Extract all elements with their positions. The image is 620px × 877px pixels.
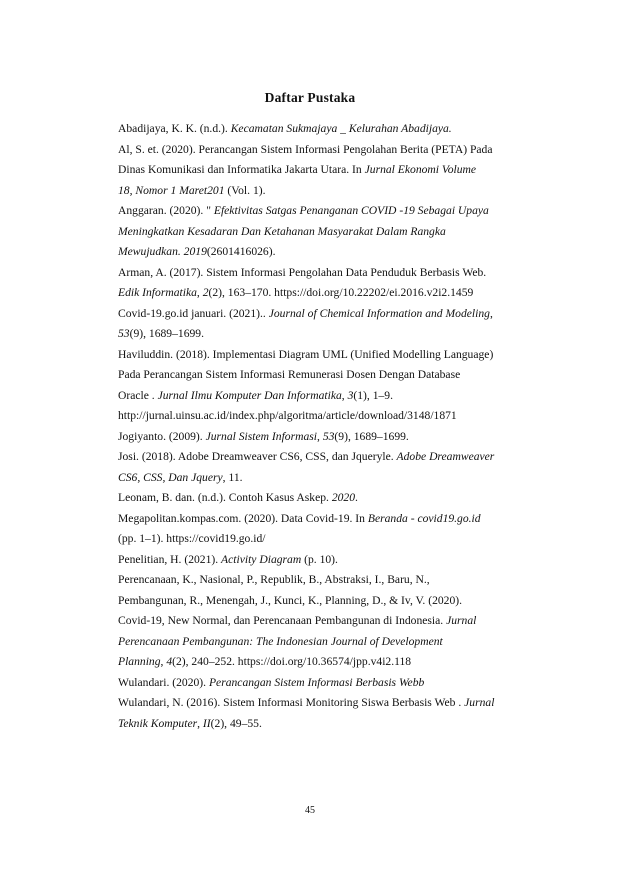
reference-line xyxy=(118,140,538,161)
reference-line xyxy=(118,591,538,612)
text-run: Oracle . xyxy=(118,388,158,402)
reference-line xyxy=(118,406,538,427)
text-run: Pembangunan, R., Menengah, J., Kunci, K., Planning, D., & Iv, V. (2020). xyxy=(118,593,463,607)
text-run: Perencanaan, K., Nasional, P., Republik, B., Abstraksi, I., Baru, N., xyxy=(118,573,430,586)
italic-text: Journal of Chemical Information and Modeling xyxy=(268,306,490,320)
reference-line xyxy=(118,652,538,673)
italic-text: Perencanaan Pembangunan: The Indonesian Journal of Development xyxy=(118,634,443,648)
reference-line xyxy=(118,611,538,632)
text-run: (2601416026). xyxy=(206,245,276,258)
reference-line xyxy=(118,570,538,591)
text-run: , xyxy=(317,429,323,443)
text-run: Covid-19, New Normal, dan Perencanaan Pembangunan di Indonesia. xyxy=(118,614,447,627)
reference-line xyxy=(118,386,538,407)
reference-line xyxy=(118,222,538,243)
reference-line xyxy=(118,160,538,181)
text-run: (Vol. 1). xyxy=(224,183,266,197)
italic-text: Edik Informatika xyxy=(118,286,197,299)
reference-entry xyxy=(118,673,538,694)
italic-text: Meningkatkan Kesadaran Dan Ketahanan Masyarakat Dalam Rangka xyxy=(118,224,446,238)
reference-line xyxy=(118,693,538,714)
text-run: Covid-19.go.id januari. (2021).. xyxy=(118,306,269,320)
text-run: http://jurnal.uinsu.ac.id/index.php/algoritma/article/download/3148/1871 xyxy=(118,409,457,422)
text-run: (2), 163–170. https://doi.org/10.22202/ei.2016.v2i2.1459 xyxy=(208,286,474,299)
italic-text: Planning xyxy=(118,655,161,668)
reference-entry xyxy=(118,550,538,571)
text-run: (1), 1–9. xyxy=(353,388,393,402)
italic-text: Teknik Komputer xyxy=(118,716,198,730)
italic-text: CS6, CSS, Dan Jquery xyxy=(118,470,223,484)
reference-entry xyxy=(118,488,538,509)
reference-entry xyxy=(118,693,538,734)
italic-text: Jurnal Ekonomi Volume xyxy=(364,163,477,176)
reference-entry xyxy=(118,345,538,427)
reference-entry xyxy=(118,201,538,263)
text-run: , xyxy=(196,286,203,299)
italic-text: Kecamatan Sukmajaya _ Kelurahan Abadijaya. xyxy=(230,122,452,135)
reference-line xyxy=(118,468,538,489)
italic-text: 18, Nomor 1 Maret201 xyxy=(118,183,225,197)
italic-text: 2 xyxy=(202,286,209,299)
text-run: , xyxy=(160,655,167,668)
italic-text: 3 xyxy=(347,388,354,402)
page-number: 45 xyxy=(305,805,315,816)
reference-line xyxy=(118,324,538,345)
text-run: , xyxy=(489,306,493,320)
text-run: Abadijaya, K. K. (n.d.). xyxy=(118,122,231,135)
italic-text: Perancangan Sistem Informasi Berbasis Webb xyxy=(208,675,425,689)
reference-entry xyxy=(118,509,538,550)
italic-text: Beranda - covid19.go.id xyxy=(367,511,481,525)
italic-text: Jurnal xyxy=(446,614,477,627)
text-run: Jogiyanto. (2009). xyxy=(118,429,206,443)
text-run: Wulandari, N. (2016). Sistem Informasi Monitoring Siswa Berbasis Web . xyxy=(118,696,465,709)
text-run: Dinas Komunikasi dan Informatika Jakarta Utara. In xyxy=(118,163,365,176)
italic-text: Adobe Dreamweaver xyxy=(396,450,495,463)
italic-text: 53 xyxy=(118,327,130,340)
text-run: Josi. (2018). Adobe Dreamweaver CS6, CSS, dan Jqueryle. xyxy=(118,450,397,463)
italic-text: Jurnal xyxy=(464,696,495,709)
reference-entry xyxy=(118,427,538,448)
reference-line xyxy=(118,345,538,366)
reference-line xyxy=(118,119,538,140)
text-run: Pada Perancangan Sistem Informasi Remunerasi Dosen Dengan Database xyxy=(118,368,461,381)
reference-line xyxy=(118,242,538,263)
reference-entry xyxy=(118,570,538,673)
reference-line xyxy=(118,509,538,530)
reference-line xyxy=(118,714,538,735)
reference-line xyxy=(118,673,538,694)
reference-entry xyxy=(118,140,538,202)
reference-entry xyxy=(118,304,538,345)
text-run: (2), 240–252. https://doi.org/10.36574/jpp.v4i2.118 xyxy=(172,655,412,668)
reference-entry xyxy=(118,447,538,488)
text-run: (2), 49–55. xyxy=(210,716,262,730)
text-run: (pp. 1–1). https://covid19.go.id/ xyxy=(118,532,266,545)
italic-text: Jurnal Ilmu Komputer Dan Informatika xyxy=(157,388,342,402)
text-run: Arman, A. (2017). Sistem Informasi Pengolahan Data Penduduk Berbasis Web. xyxy=(118,265,487,279)
italic-text: Activity Diagram xyxy=(221,552,302,566)
text-run: Anggaran. (2020). " xyxy=(118,204,214,217)
text-run: Al, S. et. (2020). Perancangan Sistem Informasi Pengolahan Berita (PETA) Pada xyxy=(118,142,493,156)
reference-line xyxy=(118,427,538,448)
reference-line xyxy=(118,550,538,571)
text-run: . xyxy=(355,491,358,504)
text-run: , 11. xyxy=(222,470,243,484)
text-run: (9), 1689–1699. xyxy=(129,327,204,340)
reference-line xyxy=(118,632,538,653)
reference-line xyxy=(118,283,538,304)
italic-text: 53 xyxy=(322,429,335,443)
reference-line xyxy=(118,201,538,222)
text-run: Wulandari. (2020). xyxy=(118,675,209,689)
text-run: Leonam, B. dan. (n.d.). Contoh Kasus Askep. xyxy=(118,491,332,504)
italic-text: Mewujudkan. 2019 xyxy=(118,245,207,258)
text-run: Megapolitan.kompas.com. (2020). Data Covid-19. In xyxy=(118,511,368,525)
text-run: (p. 10). xyxy=(301,552,338,566)
reference-list xyxy=(118,119,538,734)
reference-line xyxy=(118,447,538,468)
reference-line xyxy=(118,181,538,202)
text-run: Haviluddin. (2018). Implementasi Diagram UML (Unified Modelling Language) xyxy=(118,347,494,361)
text-run: Penelitian, H. (2021). xyxy=(118,552,222,566)
reference-line xyxy=(118,488,538,509)
reference-line xyxy=(118,263,538,284)
text-run: , xyxy=(341,388,348,402)
reference-entry xyxy=(118,263,538,304)
italic-text: 4 xyxy=(166,655,173,668)
italic-text: Efektivitas Satgas Penanganan COVID -19 Sebagai Upaya xyxy=(213,204,489,217)
reference-line xyxy=(118,529,538,550)
reference-entry xyxy=(118,119,538,140)
italic-text: 2020 xyxy=(331,491,356,504)
reference-line xyxy=(118,304,538,325)
text-run: , xyxy=(197,716,203,730)
reference-line xyxy=(118,365,538,386)
italic-text: II xyxy=(202,716,211,730)
italic-text: Jurnal Sistem Informasi xyxy=(205,429,318,443)
text-run: (9), 1689–1699. xyxy=(334,429,409,443)
page-title: Daftar Pustaka xyxy=(264,90,356,105)
